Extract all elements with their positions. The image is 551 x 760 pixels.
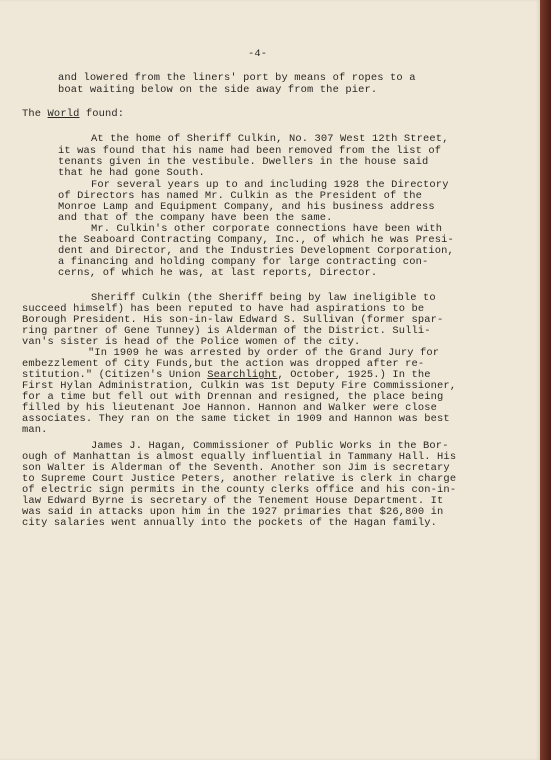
text-line: filled by his lieutenant Joe Hannon. Hannon and Walker were close: [22, 402, 438, 414]
text-line: son Walter is Alderman of the Seventh. Another son Jim is secretary: [22, 462, 450, 474]
text-line: van's sister is head of the Police women of the city.: [22, 336, 361, 348]
text-line: that he had gone South.: [58, 167, 205, 179]
text-line: of Directors has named Mr. Culkin as the President of the: [58, 190, 422, 202]
text-line: For several years up to and including 1928 the Directory: [91, 179, 449, 191]
text-line: stitution." (Citizen's Union Searchlight, October, 1925.) In the: [22, 369, 431, 381]
text-line: Mr. Culkin's other corporate connections have been with: [91, 223, 443, 235]
text-line: ring partner of Gene Tunney) is Alderman of the District. Sulli-: [22, 325, 431, 337]
text-line: At the home of Sheriff Culkin, No. 307 West 12th Street,: [91, 133, 449, 145]
text-line: it was found that his name had been removed from the list of: [58, 145, 442, 157]
text-line: James J. Hagan, Commissioner of Public Works in the Bor-: [91, 440, 449, 452]
text-line: Monroe Lamp and Equipment Company, and his business address: [58, 201, 435, 213]
text-line: the Seaboard Contracting Company, Inc., of which he was Presi-: [58, 234, 454, 246]
text-line: dent and Director, and the Industries Development Corporation,: [58, 245, 454, 257]
text-line: city salaries went annually into the pockets of the Hagan family.: [22, 517, 438, 529]
text-line: was said in attacks upon him in the 1927 primaries that $26,800 in: [22, 506, 444, 518]
text-line: First Hylan Administration, Culkin was 1st Deputy Fire Commissioner,: [22, 380, 457, 392]
page-number: -4-: [248, 48, 268, 60]
text-line: ough of Manhattan is almost equally influential in Tammany Hall. His: [22, 451, 457, 463]
text-line: "In 1909 he was arrested by order of the Grand Jury for: [88, 347, 440, 359]
text-line: man.: [22, 424, 48, 436]
text-line: and that of the company have been the same.: [58, 212, 333, 224]
section-heading: The World found:: [22, 108, 125, 120]
text-line: and lowered from the liners' port by means of ropes to a: [58, 72, 416, 84]
text-line: law Edward Byrne is secretary of the Tenement House Department. It: [22, 495, 444, 507]
text-line: to Supreme Court Justice Peters, another relative is clerk in charge: [22, 473, 457, 485]
text-line: associates. They ran on the same ticket in 1909 and Hannon was best: [22, 413, 450, 425]
text-line: Sheriff Culkin (the Sheriff being by law ineligible to: [91, 292, 436, 304]
text-line: embezzlement of City Funds,but the action was dropped after re-: [22, 358, 425, 370]
text-line: tenants given in the vestibule. Dwellers in the house said: [58, 156, 429, 168]
text-line: of electric sign permits in the county clerks office and his con-in-: [22, 484, 457, 496]
text-line: succeed himself) has been reputed to have had aspirations to be: [22, 303, 425, 315]
text-line: cerns, of which he was, at last reports, Director.: [58, 267, 378, 279]
binding-edge: [540, 0, 551, 760]
text-line: for a time but fell out with Drennan and resigned, the place being: [22, 391, 444, 403]
text-line: Borough President. His son-in-law Edward S. Sullivan (former spar-: [22, 314, 444, 326]
text-line: boat waiting below on the side away from the pier.: [58, 84, 378, 96]
text-line: a financing and holding company for large contracting con-: [58, 256, 429, 268]
